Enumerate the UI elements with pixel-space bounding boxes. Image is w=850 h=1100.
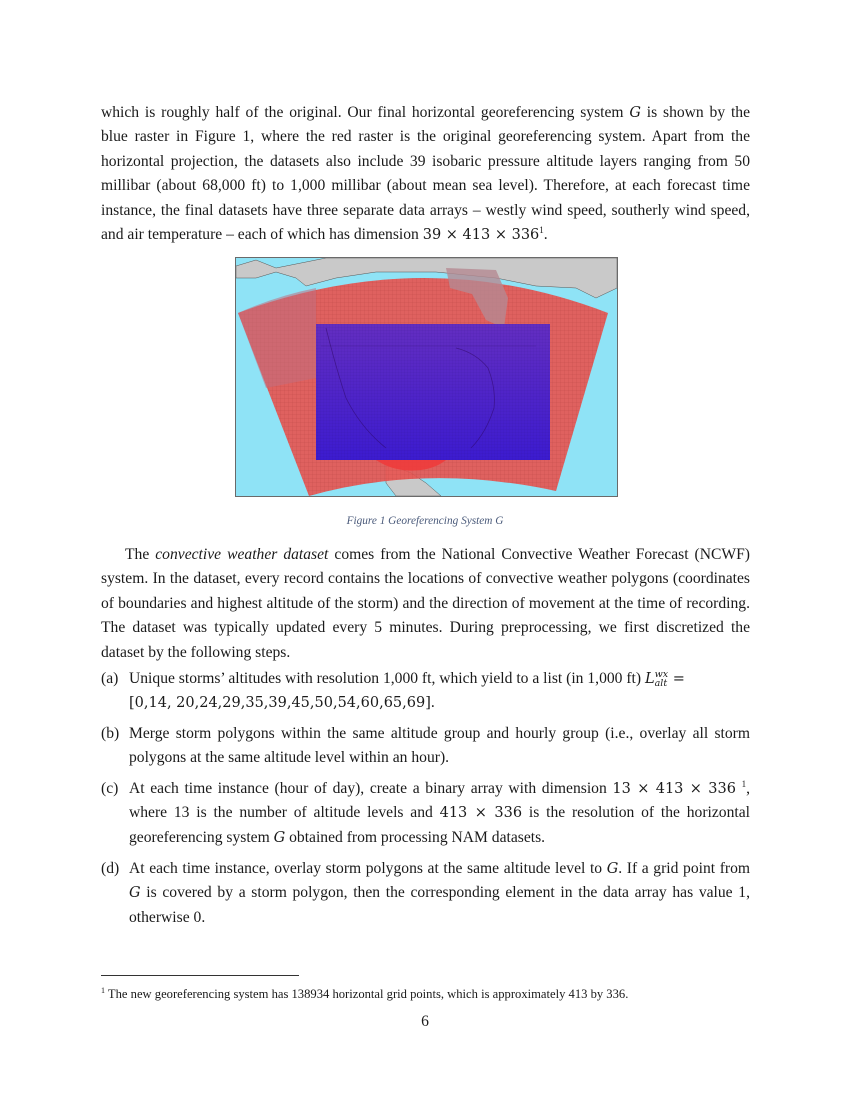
footnote-divider bbox=[101, 975, 299, 976]
list-label: (b) bbox=[101, 725, 120, 742]
list-label: (d) bbox=[101, 860, 120, 877]
map-graphic bbox=[236, 258, 617, 496]
math-subscript: alt bbox=[654, 678, 668, 689]
text-run: comes from the National Convective Weather Forecast (NCWF) system. In the dataset, every record contains the locations of convective weather polygons (coordinates of boundaries and highest altitude of the storm) and the direction of movement at the time of recording. The dataset was typically updated every 5 minutes. During preprocessing, we first discretized the dataset by the following steps. bbox=[101, 546, 750, 661]
math-symbol-l: L bbox=[644, 671, 655, 687]
math-dimension: 13 × 413 × 336 bbox=[612, 781, 736, 797]
math-superscript: wx bbox=[654, 669, 669, 680]
list-label: (a) bbox=[101, 670, 119, 687]
list-item bbox=[101, 857, 750, 930]
list-label: (c) bbox=[101, 780, 119, 797]
footnote-marker: 1 bbox=[101, 986, 105, 995]
math-symbol-g: G bbox=[129, 885, 141, 902]
footnote bbox=[101, 986, 750, 1002]
text-run: , where 13 is the number of altitude levels and bbox=[129, 780, 750, 822]
math-dimension: 39 × 413 × 336 bbox=[422, 227, 540, 244]
step-list-item-d bbox=[101, 857, 750, 930]
step-list-item-c bbox=[101, 777, 750, 850]
math-equals: = bbox=[668, 671, 685, 687]
text-run: obtained from processing NAM datasets. bbox=[285, 828, 546, 846]
list-item bbox=[101, 777, 750, 850]
math-resolution: 413 × 336 bbox=[439, 805, 523, 822]
emphasized-term: convective weather dataset bbox=[155, 546, 329, 563]
text-run: Unique storms’ altitudes with resolution 1,000 ft, which yield to a list (in 1,000 ft) bbox=[129, 670, 645, 687]
text-run: . bbox=[543, 226, 548, 244]
math-sup-sub bbox=[655, 670, 669, 688]
blue-raster-grid bbox=[316, 324, 550, 460]
footnote-reference[interactable]: 1 bbox=[741, 779, 747, 789]
text-run: is shown by the blue raster in Figure 1, where the red raster is the original georeferencing system. Apart from the horizontal projection, the datasets also include 39 isobaric pressure altitude layers ranging from 50 millibar (about 68,000 ft) to 1,000 millibar (about mean sea level). Therefore, at each forecast time instance, the final datasets have three separate data arrays – westly wind speed, southerly wind speed, and air temperature – each of which has dimension bbox=[101, 104, 750, 244]
footnote-reference[interactable]: 1 bbox=[539, 225, 544, 236]
text-run: which is roughly half of the original. Our final horizontal georeferencing system bbox=[101, 104, 630, 121]
page-number: 6 bbox=[421, 1013, 429, 1030]
math-symbol-g: G bbox=[629, 105, 641, 121]
text-run: At each time instance, overlay storm polygons at the same altitude level to bbox=[129, 860, 607, 877]
text-run: . If a grid point from bbox=[618, 860, 751, 877]
text-run: is the resolution of the horizontal georeferencing system bbox=[129, 804, 750, 846]
text-run: is covered by a storm polygon, then the corresponding element in the data array has value 1, otherwise 0. bbox=[129, 884, 750, 926]
footnote-text: The new georeferencing system has 138934 horizontal grid points, which is approximately 413 by 336. bbox=[105, 987, 629, 1001]
figure-caption: Figure 1 Georeferencing System G bbox=[346, 515, 504, 527]
paragraph-convective-dataset bbox=[101, 543, 750, 665]
math-altitude-list: [0,14, 20,24,29,35,39,45,50,54,60,65,69] bbox=[129, 695, 431, 712]
math-symbol-g: G bbox=[273, 829, 286, 846]
step-list-item-a bbox=[101, 667, 750, 716]
paragraph-georeferencing bbox=[101, 101, 750, 247]
list-item bbox=[101, 722, 750, 771]
list-item bbox=[101, 667, 750, 716]
math-symbol-g: G bbox=[606, 861, 619, 877]
figure-georeferencing-map bbox=[235, 257, 618, 497]
text-run: The bbox=[125, 546, 156, 563]
text-run: Merge storm polygons within the same altitude group and hourly group (i.e., overlay all storm polygons at the same altitude level within an hour). bbox=[129, 725, 750, 767]
text-run: At each time instance (hour of day), create a binary array with dimension bbox=[129, 780, 613, 797]
text-run: . bbox=[430, 694, 435, 712]
step-list-item-b bbox=[101, 722, 750, 771]
